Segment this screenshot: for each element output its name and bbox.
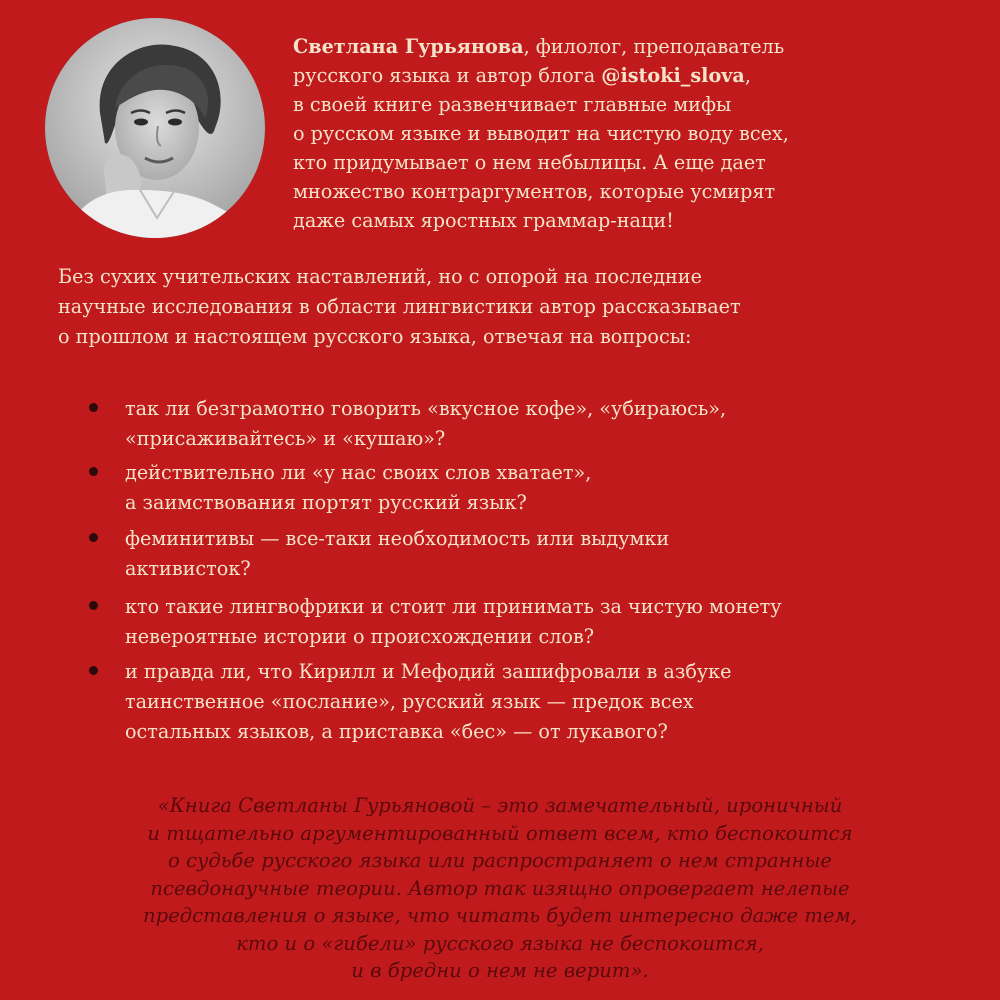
author-intro-part1: , филолог, преподаватель русского языка и автор блога — [293, 35, 785, 87]
bullet-icon — [89, 666, 98, 675]
bullet-icon — [89, 467, 98, 476]
bullet-icon — [89, 533, 98, 542]
bullet-icon — [89, 403, 98, 412]
bullet-icon — [89, 601, 98, 610]
question-text: и правда ли, что Кирилл и Мефодий зашифровали в азбуке таинственное «послание», русский язык — предок всех остальных языков, а приставка «бес» — от лукавого? — [125, 660, 732, 743]
author-intro — [293, 32, 973, 235]
blog-handle: @istoki_slova — [601, 64, 745, 87]
author-intro-part2: , в своей книге развенчивает главные мифы о русском языке и выводит на чистую воду всех, кто придумывает о нем небылицы. А еще дает множество контраргументов, которые усмирят даже самых яростных граммар-наци! — [293, 64, 789, 232]
review-quote: «Книга Светланы Гурьяновой – это замечательный, ироничный и тщательно аргументированный ответ всем, кто беспокоится о судьбе русского языка или распространяет о нем странные псевдонаучные теории. Автор так изящно опровергает нелепые представления о языке, что читать будет интересно даже тем, кто и о «гибели» русского языка не беспокоится, и в бредни о нем не верит». — [142, 794, 858, 982]
author-name: Светлана Гурьянова — [293, 35, 524, 58]
author-portrait — [45, 18, 265, 238]
question-text: действительно ли «у нас своих слов хватает», а заимствования портят русский язык? — [125, 461, 592, 514]
question-text: кто такие лингвофрики и стоит ли принимать за чистую монету невероятные истории о происхождении слов? — [125, 595, 782, 648]
question-text: так ли безграмотно говорить «вкусное кофе», «убираюсь», «присаживайтесь» и «кушаю»? — [125, 397, 727, 450]
question-text: феминитивы — все-таки необходимость или выдумки активисток? — [125, 527, 670, 580]
book-description: Без сухих учительских наставлений, но с опорой на последние научные исследования в области лингвистики автор рассказывает о прошлом и настоящем русского языка, отвечая на вопросы: — [58, 265, 741, 348]
author-photo-image — [45, 18, 265, 238]
